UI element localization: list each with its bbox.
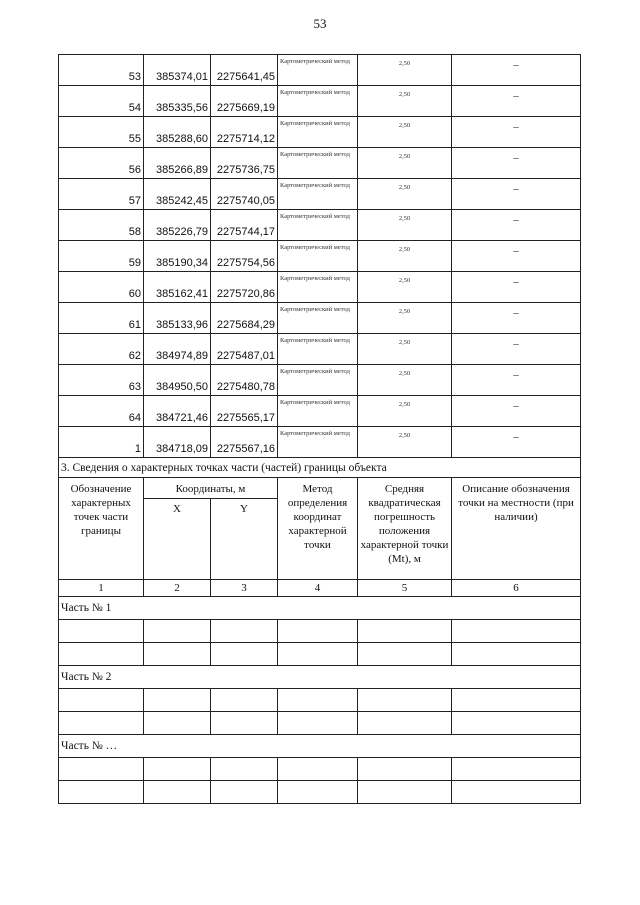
point-description: –: [513, 90, 519, 102]
point-number: 62: [59, 334, 144, 365]
point-row: [59, 148, 581, 179]
header-y: Y: [211, 499, 278, 580]
point-method-cell: [278, 427, 358, 458]
point-row: [59, 427, 581, 458]
blank-row: [59, 643, 581, 666]
point-y: 2275567,16: [211, 427, 278, 458]
page-number: 53: [313, 16, 327, 31]
point-number: 1: [59, 427, 144, 458]
blank-row: [59, 781, 581, 804]
point-x: 385133,96: [144, 303, 211, 334]
point-description-cell: [452, 86, 581, 117]
col-number: 2: [144, 580, 211, 597]
points-table: [58, 54, 581, 458]
point-description-cell: [452, 55, 581, 86]
header-x: X: [144, 499, 211, 580]
point-description-cell: [452, 117, 581, 148]
point-x: 385190,34: [144, 241, 211, 272]
point-number: 63: [59, 365, 144, 396]
point-error-cell: [358, 365, 452, 396]
point-error-cell: [358, 396, 452, 427]
point-method-cell: [278, 241, 358, 272]
point-number: 58: [59, 210, 144, 241]
point-description-cell: [452, 303, 581, 334]
point-error: 2,50: [398, 370, 411, 377]
blank-row: [59, 758, 581, 781]
point-description: –: [513, 214, 519, 226]
point-description: –: [513, 400, 519, 412]
point-y: 2275684,29: [211, 303, 278, 334]
point-method: Картометрический метод: [280, 182, 350, 189]
point-error: 2,50: [398, 122, 411, 129]
point-number: 55: [59, 117, 144, 148]
point-number: 59: [59, 241, 144, 272]
point-y: 2275720,86: [211, 272, 278, 303]
point-number: 53: [59, 55, 144, 86]
point-error-cell: [358, 334, 452, 365]
point-description: –: [513, 369, 519, 381]
point-error: 2,50: [398, 246, 411, 253]
point-method-cell: [278, 117, 358, 148]
point-method-cell: [278, 272, 358, 303]
point-error: 2,50: [398, 277, 411, 284]
point-error-cell: [358, 55, 452, 86]
point-y: 2275641,45: [211, 55, 278, 86]
part-label: Часть № 1: [59, 597, 581, 620]
point-x: 385242,45: [144, 179, 211, 210]
point-y: 2275487,01: [211, 334, 278, 365]
point-description-cell: [452, 179, 581, 210]
point-method-cell: [278, 334, 358, 365]
point-number: 56: [59, 148, 144, 179]
point-description: –: [513, 338, 519, 350]
point-error-cell: [358, 210, 452, 241]
point-method: Картометрический метод: [280, 244, 350, 251]
header-method: Метод определения координат характерной точки: [278, 478, 358, 580]
point-number: 54: [59, 86, 144, 117]
point-error: 2,50: [398, 184, 411, 191]
section-table: [58, 457, 581, 804]
point-error: 2,50: [398, 432, 411, 439]
point-row: [59, 55, 581, 86]
point-error-cell: [358, 86, 452, 117]
point-y: 2275744,17: [211, 210, 278, 241]
point-x: 385335,56: [144, 86, 211, 117]
point-method-cell: [278, 210, 358, 241]
point-description-cell: [452, 272, 581, 303]
point-error: 2,50: [398, 401, 411, 408]
col-number: 6: [452, 580, 581, 597]
point-method-cell: [278, 179, 358, 210]
point-x: 384721,46: [144, 396, 211, 427]
point-method: Картометрический метод: [280, 337, 350, 344]
blank-row: [59, 712, 581, 735]
point-row: [59, 272, 581, 303]
point-y: 2275740,05: [211, 179, 278, 210]
point-x: 384974,89: [144, 334, 211, 365]
point-error: 2,50: [398, 153, 411, 160]
point-row: [59, 179, 581, 210]
point-description: –: [513, 152, 519, 164]
point-y: 2275669,19: [211, 86, 278, 117]
point-description-cell: [452, 365, 581, 396]
point-method: Картометрический метод: [280, 430, 350, 437]
point-error: 2,50: [398, 60, 411, 67]
part-label: Часть № …: [59, 735, 581, 758]
point-x: 384718,09: [144, 427, 211, 458]
point-x: 385374,01: [144, 55, 211, 86]
point-method: Картометрический метод: [280, 399, 350, 406]
point-row: [59, 365, 581, 396]
point-description-cell: [452, 427, 581, 458]
point-description: –: [513, 307, 519, 319]
point-row: [59, 334, 581, 365]
col-number: 4: [278, 580, 358, 597]
point-method: Картометрический метод: [280, 58, 350, 65]
point-y: 2275480,78: [211, 365, 278, 396]
point-description: –: [513, 59, 519, 71]
point-method: Картометрический метод: [280, 213, 350, 220]
point-x: 384950,50: [144, 365, 211, 396]
point-row: [59, 241, 581, 272]
col-number: 3: [211, 580, 278, 597]
part-label: Часть № 2: [59, 666, 581, 689]
point-method: Картометрический метод: [280, 275, 350, 282]
point-error: 2,50: [398, 308, 411, 315]
point-error-cell: [358, 241, 452, 272]
point-y: 2275565,17: [211, 396, 278, 427]
point-x: 385226,79: [144, 210, 211, 241]
column-number-row: [59, 580, 581, 597]
point-method: Картометрический метод: [280, 306, 350, 313]
point-x: 385266,89: [144, 148, 211, 179]
point-method: Картометрический метод: [280, 368, 350, 375]
point-error: 2,50: [398, 339, 411, 346]
point-method: Картометрический метод: [280, 151, 350, 158]
point-error: 2,50: [398, 91, 411, 98]
point-description: –: [513, 183, 519, 195]
point-method-cell: [278, 55, 358, 86]
point-method-cell: [278, 86, 358, 117]
header-description: Описание обозначения точки на местности (при наличии): [452, 478, 581, 580]
point-description-cell: [452, 241, 581, 272]
point-error-cell: [358, 427, 452, 458]
point-description: –: [513, 276, 519, 288]
header-coordinates: Координаты, м: [144, 478, 278, 499]
point-error: 2,50: [398, 215, 411, 222]
point-method-cell: [278, 303, 358, 334]
header-error: Средняя квадратическая погрешность положения характерной точки (Mt), м: [358, 478, 452, 580]
point-number: 57: [59, 179, 144, 210]
point-description: –: [513, 431, 519, 443]
point-row: [59, 117, 581, 148]
point-row: [59, 86, 581, 117]
col-number: 5: [358, 580, 452, 597]
point-x: 385288,60: [144, 117, 211, 148]
point-method-cell: [278, 148, 358, 179]
point-y: 2275714,12: [211, 117, 278, 148]
point-y: 2275736,75: [211, 148, 278, 179]
point-method: Картометрический метод: [280, 89, 350, 96]
point-number: 61: [59, 303, 144, 334]
point-y: 2275754,56: [211, 241, 278, 272]
point-error-cell: [358, 148, 452, 179]
point-error-cell: [358, 272, 452, 303]
blank-row: [59, 689, 581, 712]
section-title: 3. Сведения о характерных точках части (частей) границы объекта: [59, 458, 581, 478]
point-description-cell: [452, 334, 581, 365]
point-method-cell: [278, 365, 358, 396]
blank-row: [59, 620, 581, 643]
point-number: 60: [59, 272, 144, 303]
point-description-cell: [452, 148, 581, 179]
point-error-cell: [358, 303, 452, 334]
point-method-cell: [278, 396, 358, 427]
point-description: –: [513, 121, 519, 133]
point-error-cell: [358, 117, 452, 148]
point-number: 64: [59, 396, 144, 427]
point-row: [59, 396, 581, 427]
col-number: 1: [59, 580, 144, 597]
header-designation: Обозначение характерных точек части границы: [59, 478, 144, 580]
point-error-cell: [358, 179, 452, 210]
point-row: [59, 210, 581, 241]
point-description-cell: [452, 210, 581, 241]
point-method: Картометрический метод: [280, 120, 350, 127]
point-row: [59, 303, 581, 334]
point-description-cell: [452, 396, 581, 427]
point-description: –: [513, 245, 519, 257]
point-x: 385162,41: [144, 272, 211, 303]
